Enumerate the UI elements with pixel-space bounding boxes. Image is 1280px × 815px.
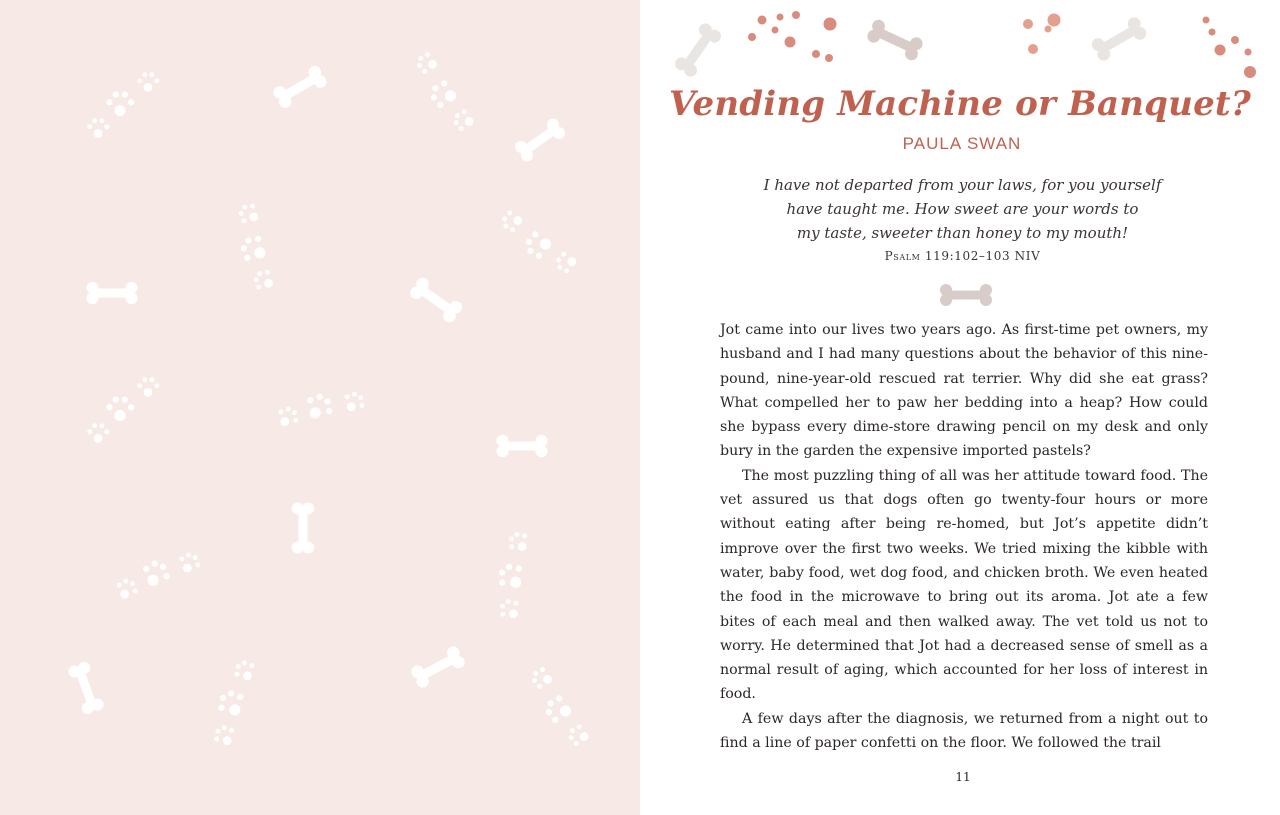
story-title: Vending Machine or Banquet? — [669, 84, 1251, 124]
body-paragraph: Jot came into our lives two years ago. As first-time pet owners, my husband and I had many questions about the behavior of this nine-pound, nine-year-old rescued rat terrier. Why did she eat grass? What compelled her to paw her bedding into a heap? How could she bypass every dime-store drawing pencil on my desk and only bury in the garden the expensive imported pastels? — [720, 322, 1208, 460]
body-paragraph: The most puzzling thing of all was her attitude toward food. The vet assured us that dogs often go twenty-four hours or more without eating after being re-homed, but Jot’s appetite didn’t improve over the first two weeks. We tried mixing the kibble with water, baby food, wet dog food, and chicken broth. We even heated the food in the microwave to bring out its aroma. Jot ate a few bites of each meal and then walked away. The vet told us not to worry. He determined that Jot had a decreased sense of smell as a normal result of aging, which accounted for her loss of interest in food. — [720, 467, 1208, 703]
epigraph-line: my taste, sweeter than honey to my mouth! — [796, 224, 1129, 242]
header-decoration — [640, 0, 1280, 95]
paw-print-icon — [273, 363, 368, 456]
bone-icon — [497, 435, 548, 458]
body-paragraph: A few days after the diagnosis, we returned from a night out to find a line of paper confetti on the floor. We followed the trail — [720, 710, 1208, 752]
paw-print-icon — [87, 377, 159, 443]
paw-print-icon — [748, 11, 837, 62]
paw-print-icon — [407, 51, 484, 133]
paw-print-icon — [1023, 14, 1061, 55]
bone-icon — [87, 282, 138, 305]
bone-icon — [271, 64, 329, 111]
bone-icon — [513, 116, 568, 164]
scripture-reference: Psalm 119:102–103 NIV — [884, 249, 1041, 263]
right-page — [640, 0, 1280, 815]
bone-icon — [67, 660, 106, 716]
page-number: 11 — [955, 770, 971, 784]
author-name: PAULA SWAN — [902, 134, 1022, 153]
bone-icon — [673, 21, 724, 79]
epigraph-line: I have not departed from your laws, for you yourself — [763, 176, 1162, 194]
bone-icon — [292, 503, 315, 554]
story-body — [720, 318, 1208, 755]
paw-print-icon — [522, 666, 599, 748]
paw-print-icon — [501, 201, 578, 283]
paw-print-icon — [466, 528, 563, 624]
bone-icon — [865, 18, 924, 63]
epigraph — [720, 173, 1205, 245]
bone-icon — [408, 275, 465, 325]
paw-print-icon — [87, 72, 159, 138]
paw-print-icon — [113, 533, 203, 619]
bone-icon — [936, 283, 996, 307]
paw-print-icon — [1203, 17, 1257, 79]
epigraph-line: have taught me. How sweet are your words to — [786, 200, 1139, 218]
bone-icon — [409, 644, 467, 690]
paw-print-icon — [210, 200, 303, 295]
bone-icon — [1089, 15, 1148, 63]
paw-print-icon — [187, 657, 282, 750]
